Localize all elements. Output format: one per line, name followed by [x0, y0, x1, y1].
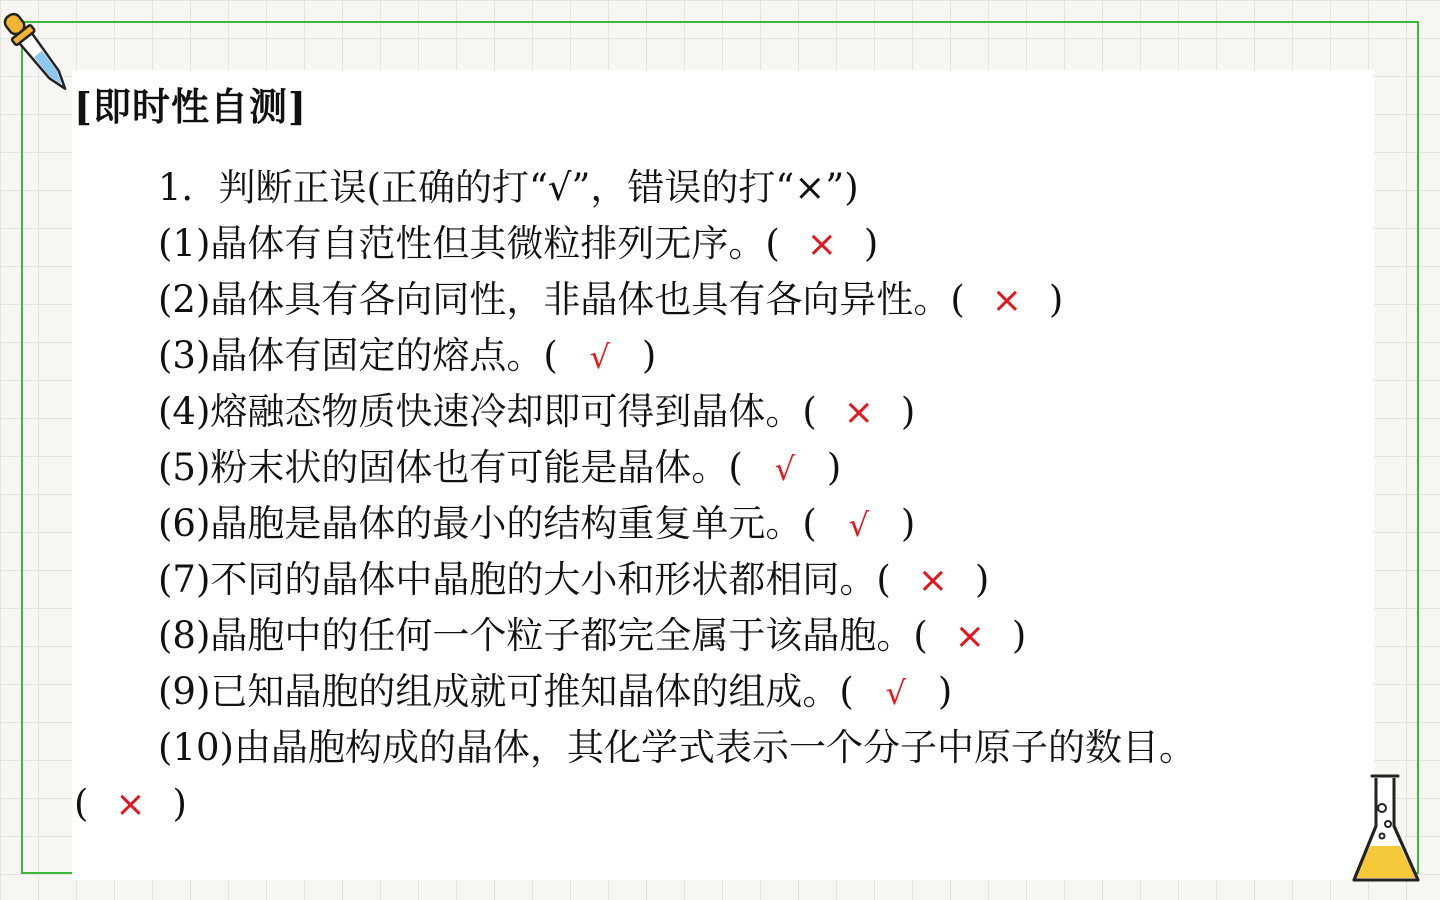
statement-item: (2)晶体具有各向同性，非晶体也具有各向异性。( × ) — [158, 278, 1064, 321]
answer-mark: × — [806, 224, 837, 265]
statement-text: (6)晶胞是晶体的最小的结构重复单元。 — [158, 502, 803, 545]
answer-mark: × — [843, 392, 874, 433]
statement-text: (3)晶体有固定的熔点。 — [158, 334, 544, 377]
answer-mark: × — [991, 280, 1022, 321]
statement-text: (8)晶胞中的任何一个粒子都完全属于该晶胞。 — [158, 614, 914, 657]
statement-text: (9)已知晶胞的组成就可推知晶体的组成。 — [158, 670, 840, 713]
statement-item: (5)粉末状的固体也有可能是晶体。( √ ) — [158, 446, 842, 489]
answer-mark: √ — [885, 674, 907, 712]
statement-item: (3)晶体有固定的熔点。( √ ) — [158, 334, 657, 377]
dropper-icon — [2, 2, 74, 106]
answer-mark: √ — [589, 338, 611, 376]
statement-text: (5)粉末状的固体也有可能是晶体。 — [158, 446, 729, 489]
flask-icon — [1346, 768, 1424, 890]
statement-item: (7)不同的晶体中晶胞的大小和形状都相同。( × ) — [158, 558, 990, 601]
statement-item: (8)晶胞中的任何一个粒子都完全属于该晶胞。( × ) — [158, 614, 1027, 657]
statement-item: (4)熔融态物质快速冷却即可得到晶体。( × ) — [158, 390, 916, 433]
statement-text: (2)晶体具有各向同性，非晶体也具有各向异性。 — [158, 278, 951, 321]
answer-mark: × — [115, 784, 146, 825]
answer-mark: √ — [848, 506, 870, 544]
statement-item: (1)晶体有自范性但其微粒排列无序。( × ) — [158, 222, 879, 265]
statement-text: (7)不同的晶体中晶胞的大小和形状都相同。 — [158, 558, 877, 601]
answer-mark: × — [954, 616, 985, 657]
question-intro: 1．判断正误(正确的打“√”，错误的打“×”) — [158, 166, 859, 209]
answer-mark: √ — [774, 450, 796, 488]
statement-text: (1)晶体有自范性但其微粒排列无序。 — [158, 222, 766, 265]
statement-text: (4)熔融态物质快速冷却即可得到晶体。 — [158, 390, 803, 433]
statement-item: (6)晶胞是晶体的最小的结构重复单元。( √ ) — [158, 502, 916, 545]
statement-text: (10)由晶胞构成的晶体，其化学式表示一个分子中原子的数目。 — [158, 726, 1196, 769]
page-title: [即时性自测] — [74, 84, 307, 129]
statement-item-continuation: ( × ) — [74, 782, 187, 825]
statement-item: (9)已知晶胞的组成就可推知晶体的组成。( √ ) — [158, 670, 953, 713]
statement-item — [158, 726, 1196, 770]
answer-mark: × — [917, 560, 948, 601]
